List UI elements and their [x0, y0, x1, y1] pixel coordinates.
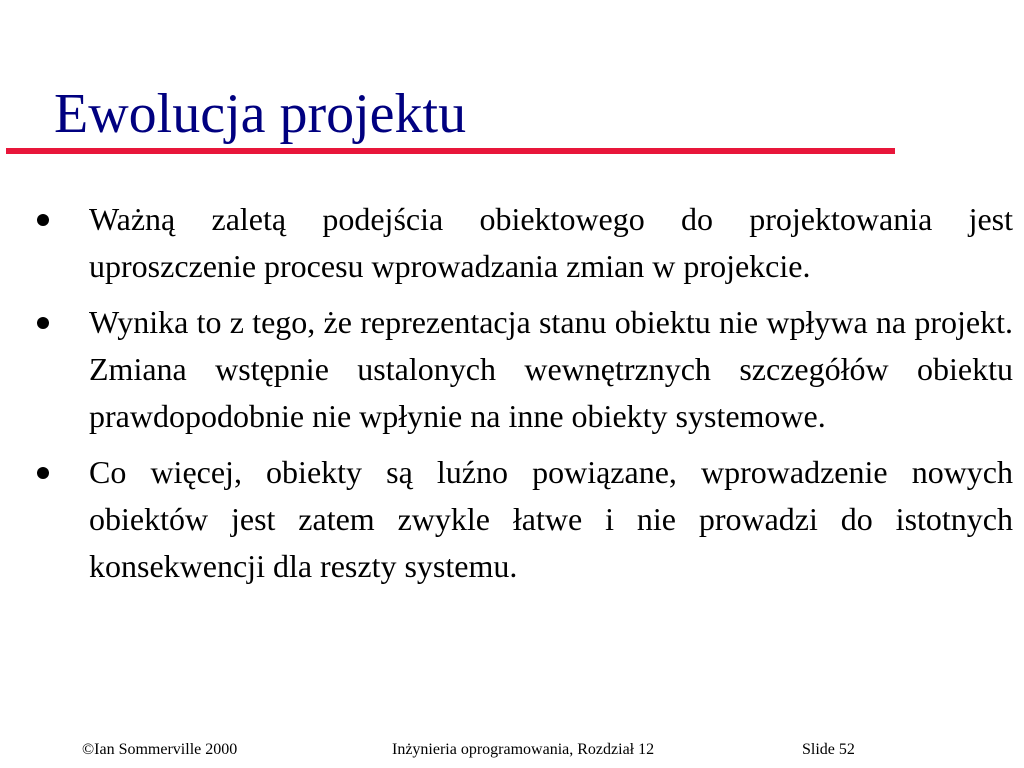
title-underline-rule: [6, 148, 895, 154]
footer-course-title: Inżynieria oprogramowania, Rozdział 12: [392, 741, 655, 758]
slide-title: Ewolucja projektu: [54, 83, 467, 145]
footer-slide-number: Slide 52: [802, 741, 855, 758]
bullet-item: [0, 299, 1024, 440]
bullet-text: Co więcej, obiekty są luźno powiązane, wprowadzenie nowych obiektów jest zatem zwykle łatwe i nie prowadzi do istotnych konsekwencji dla reszty systemu.: [89, 454, 1013, 584]
bullet-item: [0, 449, 1024, 590]
bullet-dot-icon: [37, 467, 49, 479]
bullet-dot-icon: [37, 214, 49, 226]
bullet-list: [0, 196, 1024, 599]
bullet-text: Wynika to z tego, że reprezentacja stanu obiektu nie wpływa na projekt. Zmiana wstępnie ustalonych wewnętrznych szczegółów obiektu prawdopodobnie nie wpłynie na inne obiekty systemowe.: [89, 304, 1013, 434]
bullet-item: [0, 196, 1024, 290]
bullet-dot-icon: [37, 317, 49, 329]
footer-copyright: ©Ian Sommerville 2000: [82, 741, 238, 758]
bullet-text: Ważną zaletą podejścia obiektowego do projektowania jest uproszczenie procesu wprowadzania zmian w projekcie.: [89, 201, 1013, 284]
